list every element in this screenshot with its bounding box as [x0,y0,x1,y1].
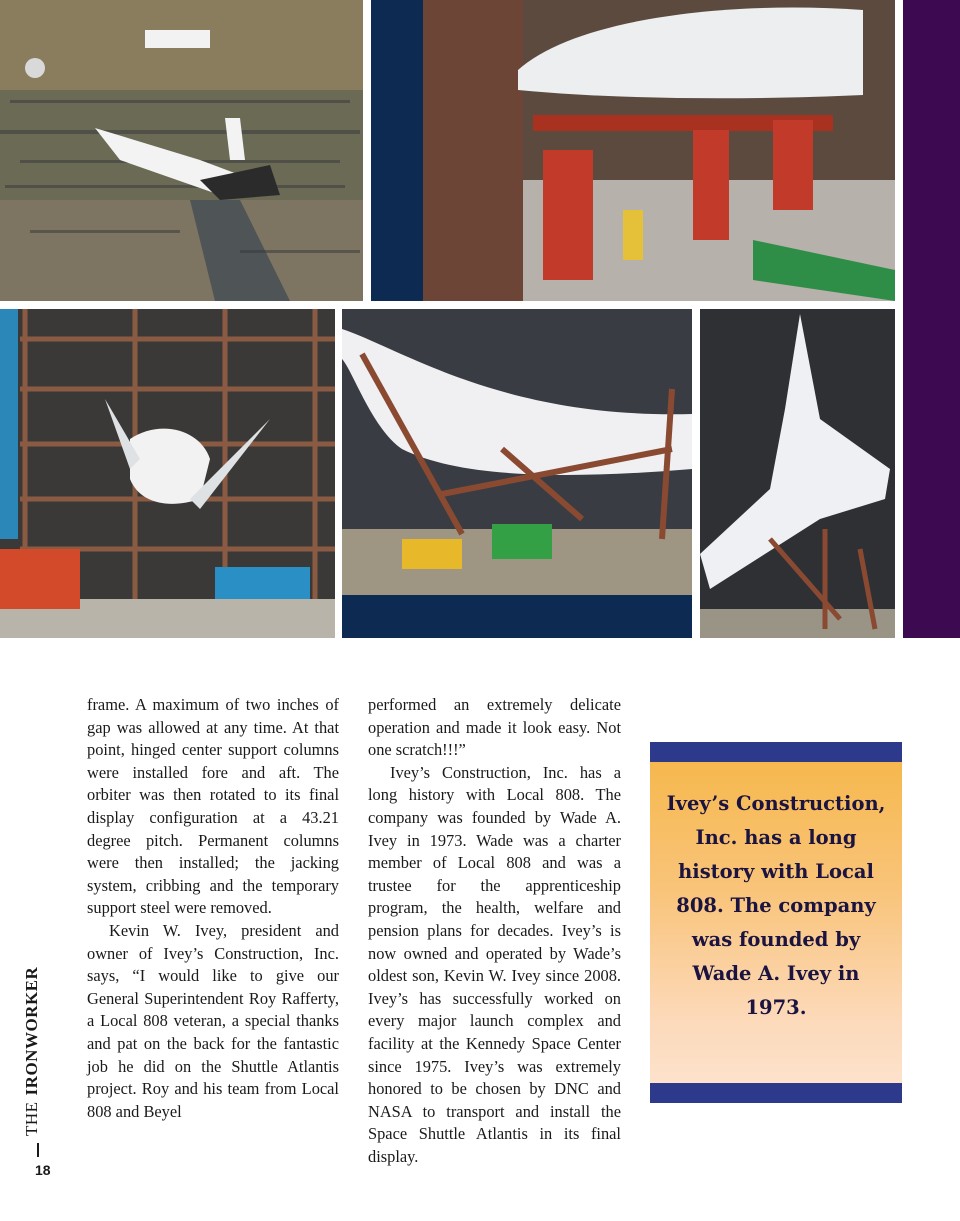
pull-quote-body [650,762,902,1083]
pull-quote-band-bottom [650,1083,902,1103]
article-paragraph: Kevin W. Ivey, president and owner of Ivey’s Construction, Inc. says, “I would like to give our General Superintendent Roy Rafferty, a Local 808 veteran, a special thanks and pat on the back for the fantastic job he did on the Shuttle Atlantis project. Roy and his team from Local 808 and Beyel [87,920,339,1121]
magazine-spine-title [22,967,42,1136]
pull-quote-box [650,742,902,1103]
navy-accent-strip [342,595,692,638]
photo-steel-frame [0,309,335,638]
article-paragraph: Ivey’s Construction, Inc. has a long history with Local 808. The company was founded by Wade A. Ivey in 1973. Wade was a charter member of Local 808 and was a trustee for the apprenticeship program, the health, welfare and pension plans for decades. Ivey’s is now owned and operated by Wade’s oldest son, Kevin W. Ivey since 2008. Ivey’s has successfully worked on every major launch complex and facility at the Kennedy Space Center since 1975. Ivey’s was extremely honored to be chosen by DNC and NASA to transport and install the Space Shuttle Atlantis in its final display. [368,762,621,1166]
photo-orbiter-hangar [423,0,895,301]
photo-orbiter-tilted [700,309,895,638]
spine-divider [37,1143,39,1157]
purple-edge-bar [903,0,960,638]
photo-shuttle-crowd [0,0,363,301]
article-paragraph: frame. A maximum of two inches of gap was allowed at any time. At that point, hinged center support columns were installed fore and aft. The orbiter was then rotated to its final display configuration at a 43.21 degree pitch. Permanent columns were then installed; the jacking system, cribbing and the temporary support steel were removed. [87,695,339,918]
pull-quote-text: Ivey’s Construction, Inc. has a long history with Local 808. The company was founded by Wade A. Ivey in 1973. [666,792,886,1019]
article-column-left [87,694,339,1123]
page-number: 18 [35,1162,51,1178]
article-paragraph: performed an extremely delicate operation and made it look easy. Not one scratch!!!” [368,695,621,760]
article-column-right [368,694,621,1168]
spine-name: IRONWORKER [22,966,41,1096]
photo-wing-installation [342,309,692,595]
pull-quote-band-top [650,742,902,762]
spine-the: THE [22,1101,41,1136]
navy-accent-strip [371,0,423,301]
